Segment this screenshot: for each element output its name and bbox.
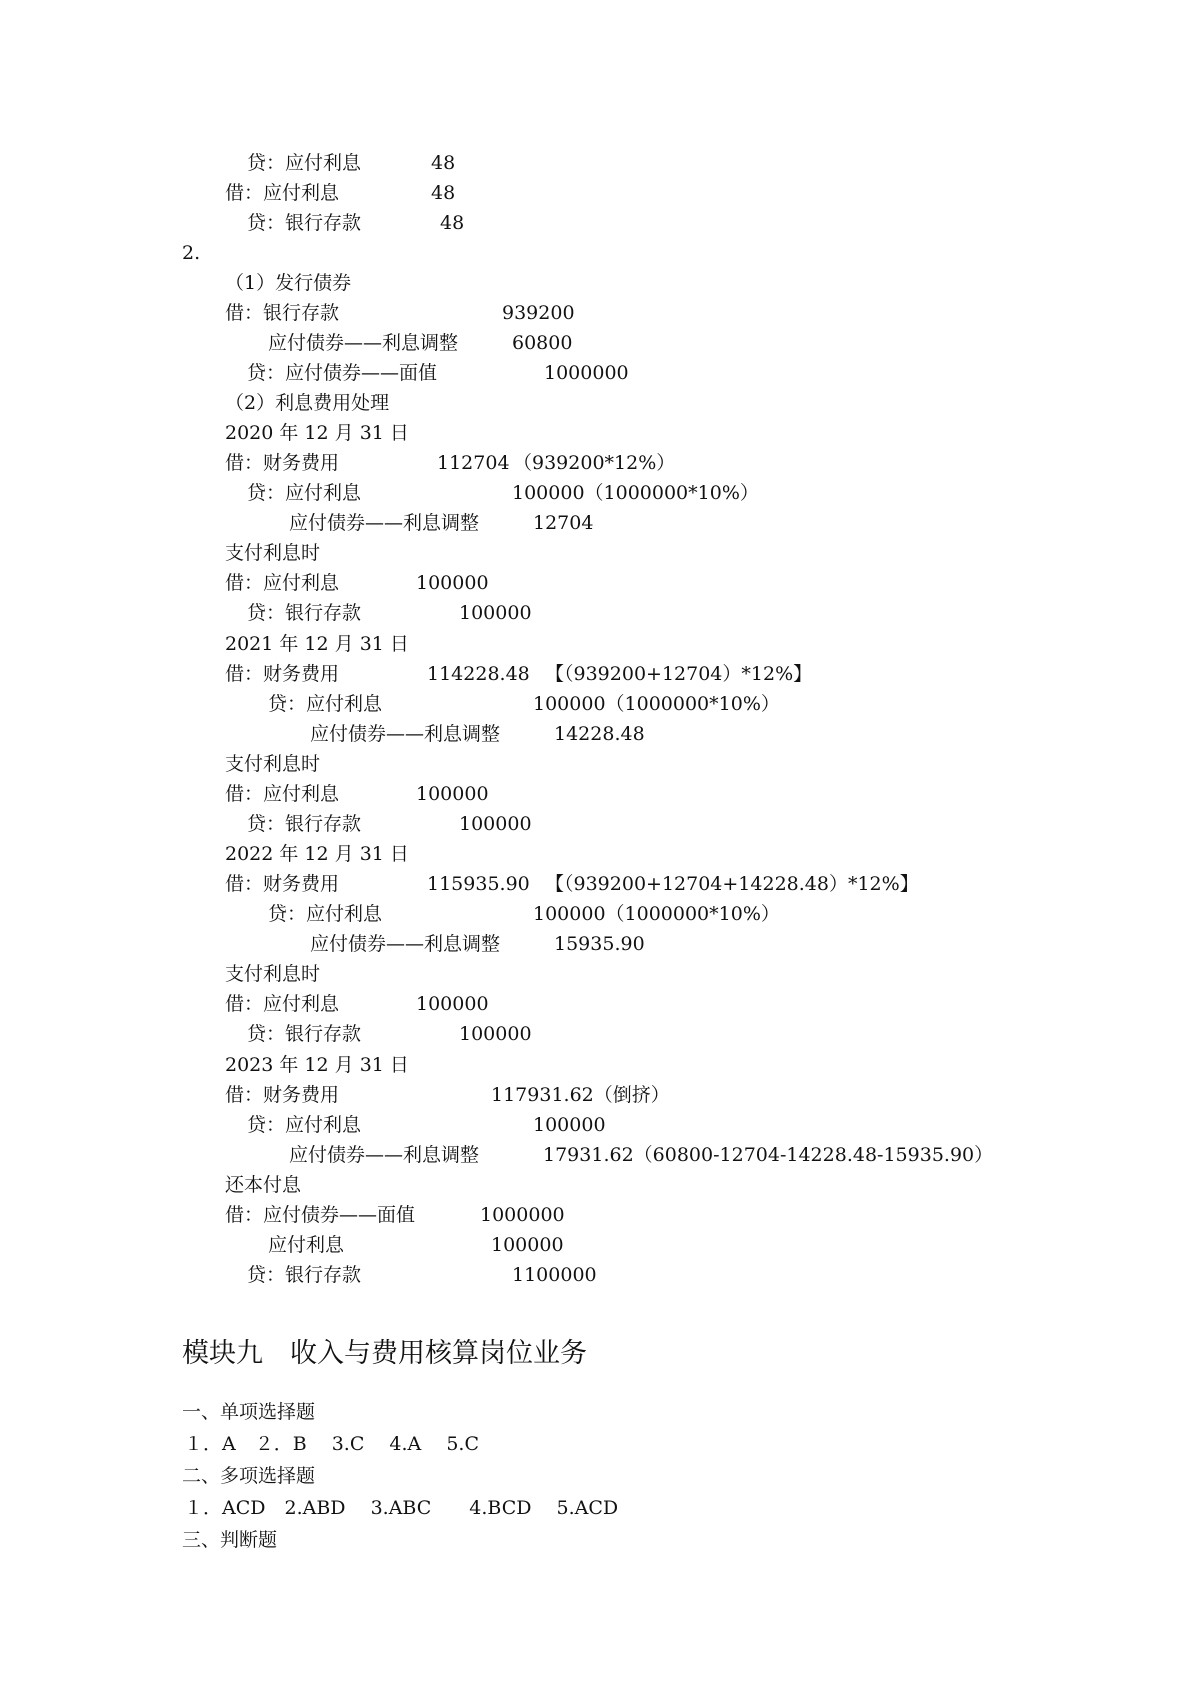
subsection-title: 支付利息时 [225, 963, 321, 985]
entry-amount: 100000 [459, 1023, 532, 1045]
entry-account: 借：银行存款 [225, 302, 340, 324]
entry-account: 借：财务费用 [225, 1084, 340, 1106]
entry-account: 贷：应付利息 [247, 1114, 362, 1136]
entry-account: 借：应付利息 [225, 572, 340, 594]
entry-amount: 112704 [437, 452, 510, 474]
entry-amount: 100000 [491, 1234, 564, 1256]
entry-account: 贷：银行存款 [247, 1264, 362, 1286]
entry-credit-bank-deposit: 贷：银行存款 [247, 212, 362, 234]
entry-account: 借：财务费用 [225, 873, 340, 895]
entry-note: 【（939200+12704+14228.48）*12%】 [545, 873, 919, 895]
entry-account: 贷：应付利息 [268, 693, 383, 715]
entry-account: 借：财务费用 [225, 452, 340, 474]
entry-account: 应付债券——利息调整 [289, 1144, 480, 1166]
entry-amount: 100000 [459, 813, 532, 835]
module-heading: 模块九 收入与费用核算岗位业务 [182, 1338, 587, 1369]
entry-amount: 1100000 [512, 1264, 597, 1286]
entry-note: （939200*12%） [513, 452, 676, 474]
entry-amount: 100000 [416, 993, 489, 1015]
subsection-title: 支付利息时 [225, 753, 321, 775]
entry-account: 借：应付利息 [225, 783, 340, 805]
section-title: 三、判断题 [182, 1529, 278, 1551]
entry-account: 应付债券——利息调整 [310, 933, 501, 955]
entry-account: 贷：银行存款 [247, 813, 362, 835]
entry-amount: 48 [431, 152, 456, 174]
entry-account: 贷：应付债券——面值 [247, 362, 438, 384]
entry-account: 应付债券——利息调整 [310, 723, 501, 745]
entry-account: 贷：银行存款 [247, 1023, 362, 1045]
entry-amount: 60800 [512, 332, 573, 354]
entry-account: 应付债券——利息调整 [289, 512, 480, 534]
subsection-title: 支付利息时 [225, 542, 321, 564]
entry-amount: 114228.48 [427, 663, 530, 685]
section-title: 二、多项选择题 [182, 1465, 316, 1487]
entry-account: 借：财务费用 [225, 663, 340, 685]
entry-amount: 100000 [533, 1114, 606, 1136]
entry-amount: 100000 [416, 783, 489, 805]
entry-credit-interest-payable: 贷：应付利息 [247, 152, 362, 174]
entry-date: 2020 年 12 月 31 日 [225, 422, 409, 444]
entry-debit-interest-payable: 借：应付利息 [225, 182, 340, 204]
entry-amount: 100000 [416, 572, 489, 594]
subsection-title: 还本付息 [225, 1174, 302, 1196]
entry-note: 【（939200+12704）*12%】 [545, 663, 813, 685]
entry-account: 借：应付利息 [225, 993, 340, 1015]
entry-amount: 115935.90 [427, 873, 530, 895]
answer-list: １．ACD 2.ABD 3.ABC 4.BCD 5.ACD [184, 1497, 619, 1519]
entry-amount: 17931.62（60800-12704-14228.48-15935.90） [543, 1144, 994, 1166]
answer-list: １．A ２．B 3.C 4.A 5.C [184, 1433, 479, 1455]
question-number: 2. [182, 242, 201, 264]
entry-amount: 100000（1000000*10%） [533, 903, 780, 925]
entry-account: 贷：银行存款 [247, 602, 362, 624]
entry-amount: 14228.48 [554, 723, 645, 745]
entry-amount: 1000000 [480, 1204, 565, 1226]
entry-amount: 12704 [533, 512, 594, 534]
entry-date: 2023 年 12 月 31 日 [225, 1054, 409, 1076]
subsection-title: （1）发行债券 [225, 272, 352, 294]
entry-amount: 100000（1000000*10%） [512, 482, 759, 504]
entry-amount: 100000（1000000*10%） [533, 693, 780, 715]
entry-amount: 15935.90 [554, 933, 645, 955]
section-title: 一、单项选择题 [182, 1401, 316, 1423]
entry-account: 应付利息 [268, 1234, 345, 1256]
entry-account: 贷：应付利息 [247, 482, 362, 504]
entry-account: 借：应付债券——面值 [225, 1204, 416, 1226]
entry-amount: 1000000 [544, 362, 629, 384]
entry-amount: 48 [440, 212, 465, 234]
entry-date: 2022 年 12 月 31 日 [225, 843, 409, 865]
entry-date: 2021 年 12 月 31 日 [225, 633, 409, 655]
entry-amount: 939200 [502, 302, 575, 324]
subsection-title: （2）利息费用处理 [225, 392, 390, 414]
entry-amount: 48 [431, 182, 456, 204]
entry-amount: 100000 [459, 602, 532, 624]
entry-account: 应付债券——利息调整 [268, 332, 459, 354]
entry-account: 贷：应付利息 [268, 903, 383, 925]
entry-amount: 117931.62（倒挤） [491, 1084, 670, 1106]
